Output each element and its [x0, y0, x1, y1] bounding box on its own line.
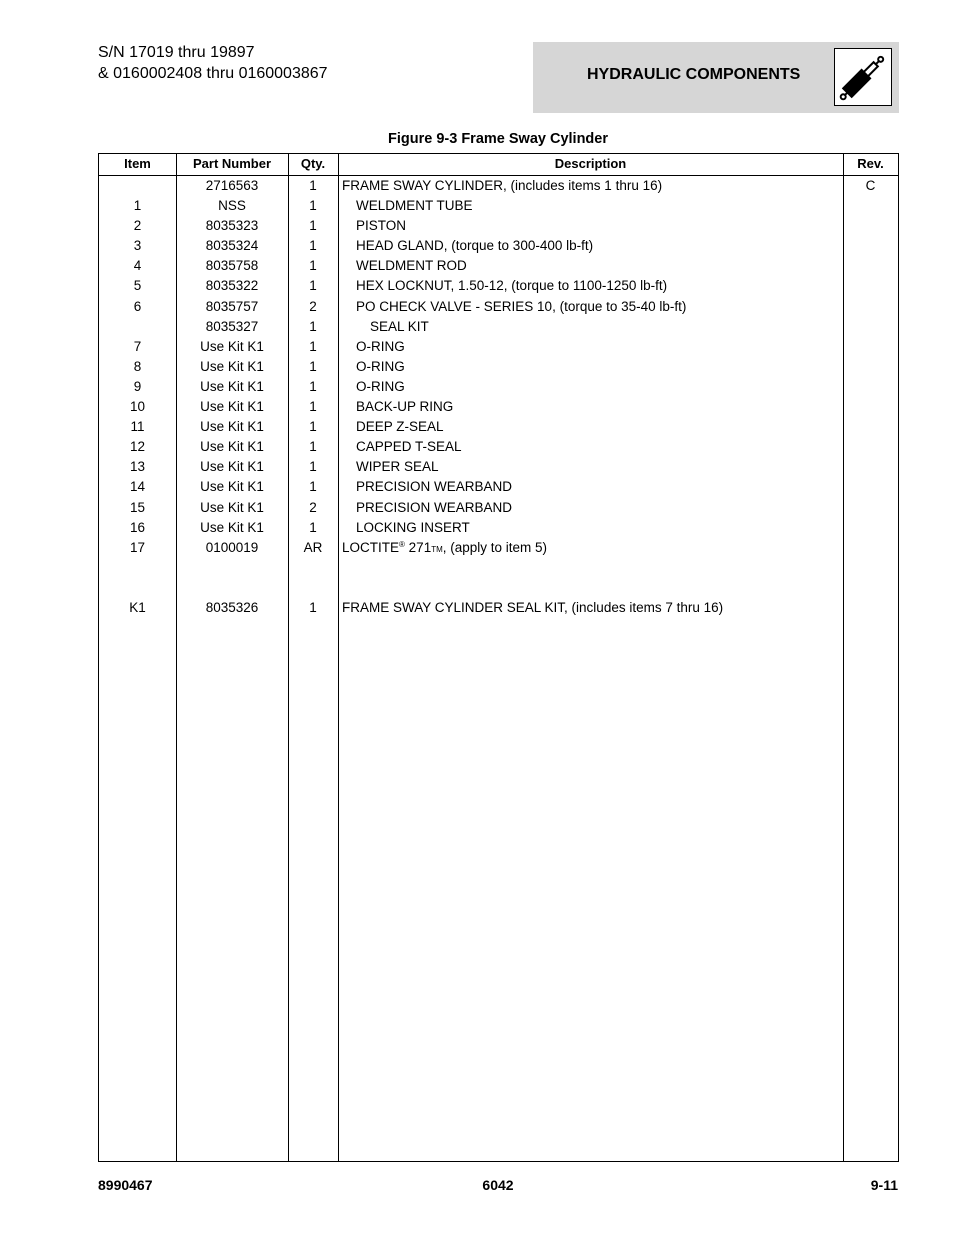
- table-row: [99, 377, 898, 397]
- description-cell: PRECISION WEARBAND: [356, 499, 513, 515]
- trademark-mark: TM: [431, 544, 443, 554]
- description-cell: SEAL KIT: [370, 318, 429, 334]
- qty-cell: 1: [309, 519, 317, 535]
- description-text: LOCTITE: [342, 539, 400, 555]
- item-cell: 17: [129, 539, 146, 555]
- description-text: , (apply to item 5): [442, 539, 548, 555]
- description-cell: WELDMENT TUBE: [356, 198, 473, 214]
- description-cell: WELDMENT ROD: [356, 258, 467, 274]
- item-cell: 14: [129, 479, 146, 495]
- column-header-rev: Rev.: [857, 156, 884, 171]
- footer-document-number: 8990467: [98, 1177, 153, 1193]
- registered-mark: ®: [399, 539, 405, 549]
- item-cell: 1: [133, 198, 142, 214]
- qty-cell: 1: [309, 479, 317, 495]
- table-row: [99, 196, 898, 216]
- rev-cell: C: [865, 178, 876, 193]
- qty-cell: 1: [309, 358, 317, 374]
- item-cell: 2: [133, 218, 142, 234]
- table-row: [99, 437, 898, 457]
- qty-cell: 1: [309, 198, 317, 214]
- table-row-loctite: [99, 538, 898, 558]
- part-number-cell: Use Kit K1: [200, 499, 264, 515]
- part-number-cell: 8035327: [205, 318, 259, 334]
- qty-cell: 1: [309, 378, 317, 394]
- spacer-row: [99, 558, 898, 578]
- item-cell: 6: [133, 298, 142, 314]
- description-cell: DEEP Z-SEAL: [356, 419, 444, 435]
- table-row: [99, 417, 898, 437]
- qty-cell: 1: [309, 338, 317, 354]
- table-row: [99, 518, 898, 538]
- description-cell: PISTON: [356, 218, 407, 234]
- qty-cell: 1: [309, 218, 317, 234]
- column-header-part-number: Part Number: [192, 156, 272, 171]
- item-cell: 13: [129, 459, 146, 475]
- description-cell: O-RING: [356, 378, 405, 394]
- table-row: [99, 297, 898, 317]
- part-number-cell: Use Kit K1: [200, 399, 264, 415]
- description-cell: FRAME SWAY CYLINDER SEAL KIT, (includes items 7 thru 16): [342, 599, 724, 615]
- table-row: [99, 236, 898, 256]
- serial-line-1: S/N 17019 thru 19897: [98, 44, 255, 61]
- qty-cell: AR: [303, 539, 323, 555]
- description-cell: BACK-UP RING: [356, 399, 454, 415]
- description-cell: CAPPED T-SEAL: [356, 439, 462, 455]
- item-cell: 7: [133, 338, 142, 354]
- description-cell: O-RING: [356, 338, 405, 354]
- table-row: [99, 337, 898, 357]
- qty-cell: 1: [309, 459, 317, 475]
- item-cell: 12: [129, 439, 146, 455]
- part-number-cell: 8035757: [205, 298, 259, 314]
- item-cell: 5: [133, 278, 142, 294]
- qty-cell: 1: [309, 599, 317, 615]
- part-number-cell: Use Kit K1: [200, 378, 264, 394]
- part-number-cell: Use Kit K1: [200, 519, 264, 535]
- parts-table: [98, 153, 899, 1162]
- qty-cell: 2: [309, 298, 317, 314]
- part-number-cell: Use Kit K1: [200, 358, 264, 374]
- qty-cell: 1: [309, 258, 317, 274]
- part-number-cell: 2716563: [205, 178, 259, 193]
- description-cell: FRAME SWAY CYLINDER, (includes items 1 thru 16): [342, 178, 663, 193]
- description-cell: O-RING: [356, 358, 405, 374]
- part-number-cell: 8035758: [205, 258, 259, 274]
- column-header-item: Item: [124, 156, 151, 171]
- footer-model-number: 6042: [482, 1177, 514, 1193]
- column-header-description: Description: [554, 156, 627, 171]
- table-row: [99, 317, 898, 337]
- part-number-cell: Use Kit K1: [200, 338, 264, 354]
- table-row: [99, 457, 898, 477]
- part-number-cell: 0100019: [205, 539, 259, 555]
- table-row: [99, 216, 898, 236]
- qty-cell: 1: [309, 278, 317, 294]
- footer-page-number: 9-11: [870, 1177, 898, 1193]
- description-cell: PO CHECK VALVE - SERIES 10, (torque to 35-40 lb-ft): [356, 298, 687, 314]
- table-row: [99, 276, 898, 296]
- item-cell: 4: [133, 258, 142, 274]
- spacer-row: [99, 578, 898, 598]
- item-cell: 16: [129, 519, 146, 535]
- description-text: 271: [404, 539, 432, 555]
- table-row: [99, 397, 898, 417]
- hydraulic-cylinder-icon: [834, 48, 892, 106]
- table-row: [99, 176, 898, 196]
- description-cell: HEAD GLAND, (torque to 300-400 lb-ft): [356, 238, 594, 254]
- part-number-cell: Use Kit K1: [200, 419, 264, 435]
- column-header-qty: Qty.: [300, 156, 326, 171]
- table-row: [99, 256, 898, 276]
- description-cell: PRECISION WEARBAND: [356, 479, 513, 495]
- item-cell: 9: [133, 378, 142, 394]
- table-row: [99, 498, 898, 518]
- part-number-cell: 8035324: [205, 238, 259, 254]
- table-body: [99, 176, 898, 618]
- item-cell: 8: [133, 358, 142, 374]
- qty-cell: 1: [309, 439, 317, 455]
- description-cell: HEX LOCKNUT, 1.50-12, (torque to 1100-1250 lb-ft): [356, 278, 668, 294]
- table-row-kit: [99, 598, 898, 618]
- section-title: HYDRAULIC COMPONENTS: [587, 66, 801, 83]
- part-number-cell: Use Kit K1: [200, 459, 264, 475]
- part-number-cell: Use Kit K1: [200, 439, 264, 455]
- part-number-cell: 8035326: [205, 599, 259, 615]
- part-number-cell: 8035322: [205, 278, 259, 294]
- item-cell: K1: [129, 599, 146, 615]
- description-cell: WIPER SEAL: [356, 459, 439, 475]
- part-number-cell: Use Kit K1: [200, 479, 264, 495]
- part-number-cell: 8035323: [205, 218, 259, 234]
- figure-title: Figure 9-3 Frame Sway Cylinder: [388, 131, 608, 147]
- qty-cell: 2: [309, 499, 317, 515]
- qty-cell: 1: [309, 238, 317, 254]
- serial-range: [98, 42, 328, 84]
- table-row: [99, 357, 898, 377]
- table-row: [99, 477, 898, 497]
- part-number-cell: NSS: [218, 198, 246, 214]
- qty-cell: 1: [309, 399, 317, 415]
- qty-cell: 1: [309, 419, 317, 435]
- qty-cell: 1: [309, 178, 317, 193]
- qty-cell: 1: [309, 318, 317, 334]
- description-cell: LOCKING INSERT: [356, 519, 470, 535]
- item-cell: 11: [130, 419, 145, 435]
- serial-line-2: & 0160002408 thru 0160003867: [98, 65, 328, 82]
- description-cell: [342, 538, 547, 560]
- item-cell: 3: [133, 238, 142, 254]
- section-header: [533, 42, 899, 113]
- item-cell: 15: [129, 499, 146, 515]
- item-cell: 10: [129, 399, 146, 415]
